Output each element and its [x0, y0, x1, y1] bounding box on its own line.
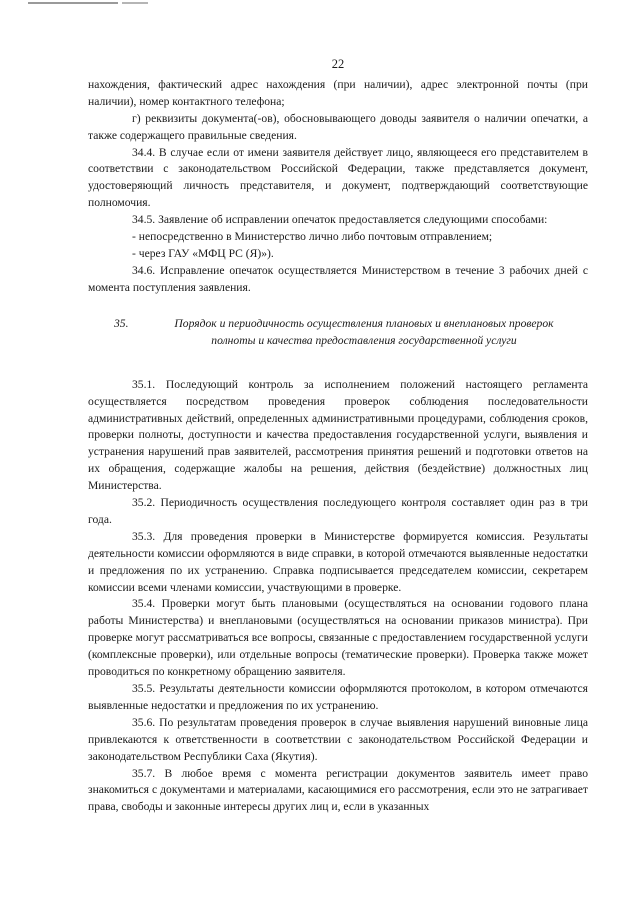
section-heading	[88, 315, 588, 349]
paragraph: 34.5. Заявление об исправлении опечаток предоставляется следующими способами:	[132, 213, 548, 227]
paragraph: 35.2. Периодичность осуществления последующего контроля составляет один раз в три года.	[88, 496, 588, 526]
section-title-line: полноты и качества предоставления государственной услуги	[211, 333, 517, 347]
paragraph: 35.4. Проверки могут быть плановыми (осуществляться на основании годового плана работы Министерства) и внеплановыми (осуществляться на основании приказов министра). При проверке могут рассматриваться все вопросы, связанные с предоставлением государственной услуги (комплексные проверки), или отдельные вопросы (тематические проверки). Проверка также может проводиться по конкретному обращению заявителя.	[88, 597, 588, 679]
paragraph: 35.7. В любое время с момента регистрации документов заявитель имеет право знакомиться с документами и материалами, касающимися его рассмотрения, если это не затрагивает права, свободы и законные интересы других лиц и, если в указанных	[88, 766, 588, 814]
section-title-line: Порядок и периодичность осуществления плановых и внеплановых проверок	[174, 316, 554, 330]
paragraph: 35.1. Последующий контроль за исполнением положений настоящего регламента осуществляется посредством проведения проверок соблюдения последовательности административных действий, определенных административными процедурами, соблюдения сроков, проверки полноты, доступности и качества предоставления государственной услуги, выявления и устранения нарушений прав заявителей, рассмотрения принятия решений и подготовки ответов на их обращения, содержащие жалобы на решения, действия (бездействие) должностных лиц Министерства.	[88, 377, 588, 493]
paragraph: 34.6. Исправление опечаток осуществляется Министерством в течение 3 рабочих дней с момента поступления заявления.	[88, 263, 588, 294]
paragraph: 35.3. Для проведения проверки в Министерстве формируется комиссия. Результаты деятельности комиссии оформляются в виде справки, в которой отмечаются выявленные недостатки и предложения по их устранению. Справка подписывается председателем комиссии, секретарем комиссии всеми членами комиссии, участвующими в проверке.	[88, 529, 588, 594]
section-number: 35.	[114, 316, 129, 330]
paragraph: г) реквизиты документа(-ов), обосновывающего доводы заявителя о наличии опечатки, а также содержащего правильные сведения.	[88, 111, 588, 142]
paragraph: 34.4. В случае если от имени заявителя действует лицо, являющееся его представителем в соответствии с законодательством Российской Федерации, также представляется документ, удостоверяющий личность представителя, и документ, подтверждающий соответствующие полномочия.	[88, 145, 588, 210]
paragraph: 35.5. Результаты деятельности комиссии оформляются протоколом, в котором отмечаются выявленные недостатки и предложения по их устранению.	[88, 682, 588, 712]
scan-artifact-line	[28, 2, 118, 4]
section-title	[140, 315, 588, 349]
paragraph: - непосредственно в Министерство лично либо почтовым отправлением;	[132, 230, 493, 244]
paragraph-group-after	[88, 377, 588, 817]
paragraph: нахождения, фактический адрес нахождения (при наличии), адрес электронной почты (при наличии), номер контактного телефона;	[88, 77, 588, 108]
paragraph: 35.6. По результатам проведения проверок в случае выявления нарушений виновные лица привлекаются к ответственности в соответствии с законодательством Российской Федерации и законодательством Республики Саха (Якутия).	[88, 715, 588, 763]
paragraph-group-before	[88, 77, 588, 297]
page-number: 22	[331, 57, 345, 71]
paragraph: - через ГАУ «МФЦ РС (Я)»).	[132, 246, 274, 260]
document-page	[88, 56, 588, 816]
scan-artifact-line	[122, 2, 148, 4]
